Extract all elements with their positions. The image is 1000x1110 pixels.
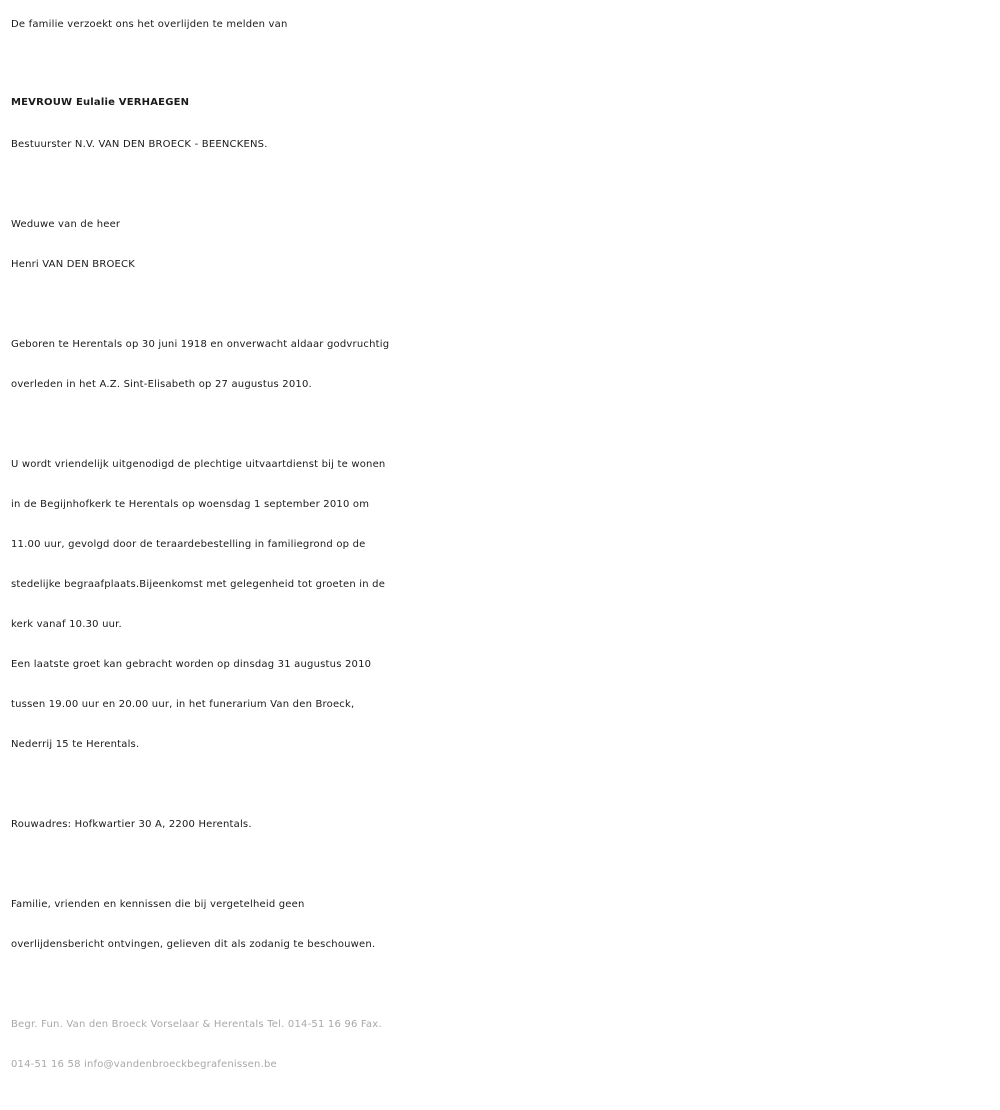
- birth-death-line: overleden in het A.Z. Sint-Elisabeth op 27 augustus 2010.: [11, 379, 312, 390]
- intro-text: De familie verzoekt ons het overlijden te melden van: [11, 19, 288, 30]
- deceased-function: Bestuurster N.V. VAN DEN BROECK - BEENCKENS.: [11, 139, 268, 150]
- service-line: kerk vanaf 10.30 uur.: [11, 619, 122, 630]
- death-notice: [11, 0, 996, 1085]
- closing-line: overlijdensbericht ontvingen, gelieven dit als zodanig te beschouwen.: [11, 939, 376, 950]
- footer-line: Begr. Fun. Van den Broeck Vorselaar & Herentals Tel. 014-51 16 96 Fax.: [11, 1019, 382, 1030]
- closing-paragraph: [11, 885, 996, 965]
- service-line: Een laatste groet kan gebracht worden op dinsdag 31 augustus 2010: [11, 659, 372, 670]
- service-line: stedelijke begraafplaats.Bijeenkomst met gelegenheid tot groeten in de: [11, 579, 386, 590]
- service-line: tussen 19.00 uur en 20.00 uur, in het funerarium Van den Broeck,: [11, 699, 355, 710]
- service-line: U wordt vriendelijk uitgenodigd de plechtige uitvaartdienst bij te wonen: [11, 459, 386, 470]
- service-paragraph: [11, 445, 996, 765]
- spouse-line-1: Weduwe van de heer: [11, 219, 121, 230]
- funeral-home-footer: [11, 1005, 996, 1085]
- spouse-line-2: Henri VAN DEN BROECK: [11, 259, 135, 270]
- closing-line: Familie, vrienden en kennissen die bij vergetelheid geen: [11, 899, 305, 910]
- birth-death-paragraph: [11, 325, 996, 405]
- birth-death-line: Geboren te Herentals op 30 juni 1918 en onverwacht aldaar godvruchtig: [11, 339, 390, 350]
- mourning-address: Rouwadres: Hofkwartier 30 A, 2200 Herentals.: [11, 819, 252, 830]
- footer-line: 014-51 16 58 info@vandenbroeckbegrafenissen.be: [11, 1059, 277, 1070]
- service-line: Nederrij 15 te Herentals.: [11, 739, 140, 750]
- service-line: in de Begijnhofkerk te Herentals op woensdag 1 september 2010 om: [11, 499, 370, 510]
- deceased-name: MEVROUW Eulalie VERHAEGEN: [11, 97, 190, 108]
- service-line: 11.00 uur, gevolgd door de teraardebestelling in familiegrond op de: [11, 539, 366, 550]
